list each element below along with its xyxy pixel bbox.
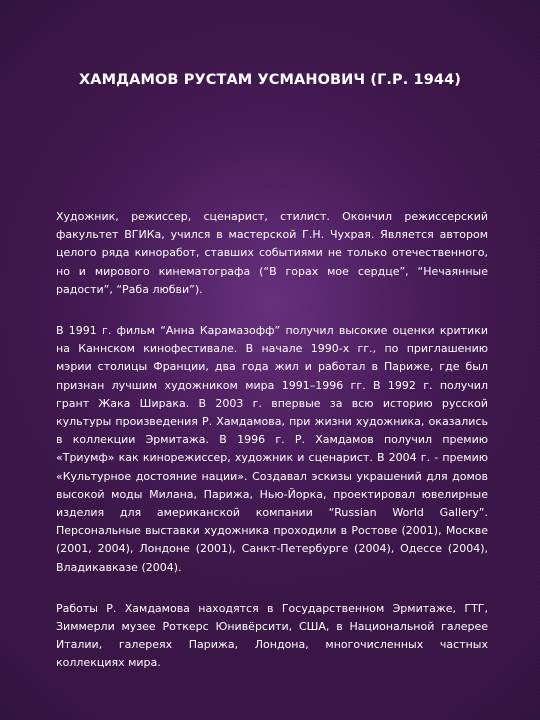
paragraph-collections: Работы Р. Хамдамова находятся в Государственном Эрмитаже, ГТГ, Зиммерли музее Роткерс Юнивёрсити, США, в Национальной галерее Италии, галереях Парижа, Лондона, многочисленных частных коллекциях мира. (56, 601, 488, 670)
paragraph-biography-intro: Художник, режиссер, сценарист, стилист. Окончил режиссерский факультет ВГИКа, учился в мастерской Г.Н. Чухрая. Является автором целого ряда киноработ, ставших событиями не только отечественного, но и мирового кинематографа (“В горах мое сердце”, “Нечаянные радости”, “Раба любви”). (56, 210, 488, 296)
paragraph-career: В 1991 г. фильм “Анна Карамазофф” получил высокие оценки критики на Каннском кинофестивале. В начале 1990-х гг., по приглашению мэрии столицы Франции, два года жил и работал в Париже, где был признан лучшим художником мира 1991–1996 гг. В 1992 г. получил грант Жака Ширака. В 2003 г. впервые за всю историю русской культуры произведения Р. Хамдамова, при жизни художника, оказались в коллекции Эрмитажа. В 1996 г. Р. Хамдамов получил премию «Триумф» как кинорежиссер, художник и сценарист. В 2004 г. - премию «Культурное достояние нации». Создавал эскизы украшений для домов высокой моды Милана, Парижа, Нью-Йорка, проектировал ювелирные изделия для американской компании “Russian World Gallery”. Персональные выставки художника проходили в Ростове (2001), Москве (2001, 2004), Лондоне (2001), Санкт-Петербурге (2004), Одессе (2004), Владикавказе (2004). (56, 324, 488, 574)
body-text (56, 208, 488, 696)
page-title: ХАМДАМОВ РУСТАМ УСМАНОВИЧ (Г.Р. 1944) (79, 72, 461, 88)
